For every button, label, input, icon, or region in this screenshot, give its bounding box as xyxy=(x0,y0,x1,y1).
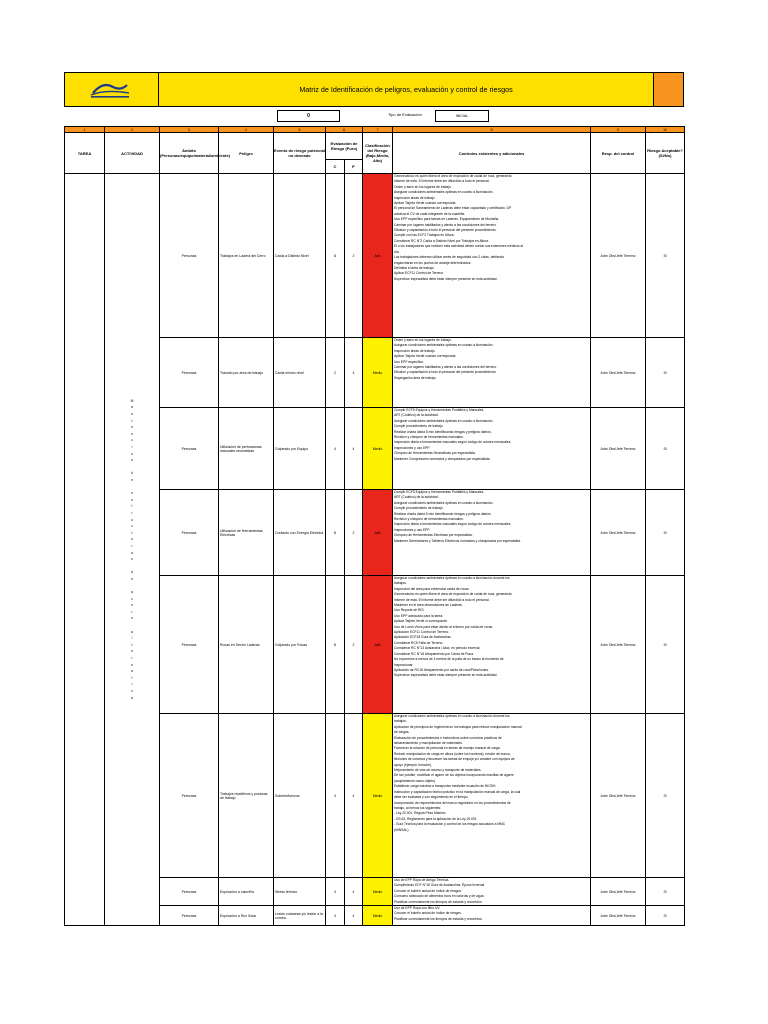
control-line: de cargas. xyxy=(394,730,410,735)
col-num: 6 xyxy=(326,127,363,133)
control-line: Aplicación de RC18 Atrapamiento por caída de roca/Planchones. xyxy=(394,667,489,672)
control-line: trabajo, al menos los siguientes: xyxy=(394,805,442,810)
activity-letter: u xyxy=(131,537,133,542)
controles-cell xyxy=(393,174,591,338)
activity-letter: t xyxy=(131,530,133,535)
activity-letter: ó xyxy=(131,451,133,456)
resp-cell: Adm Obs/Jefe Terreno xyxy=(591,878,646,906)
control-line: Planificar correctamente los tiempos de estadía y recorridos. xyxy=(394,916,483,921)
control-line: Asegurar condiciones ambientales óptimas en cuanto a iluminación. xyxy=(394,418,494,423)
title-bar xyxy=(64,72,684,107)
activity-letter: n xyxy=(131,431,133,436)
ambito-cell: Personas xyxy=(160,490,219,576)
control-line: Planificar correctamente los tiempos de estadía y recorridos. xyxy=(394,899,483,904)
aceptable-cell: Si xyxy=(646,338,685,408)
col-num: 4 xyxy=(219,127,274,133)
header-aceptable: Riesgo Aceptable? (Si/No) xyxy=(646,133,685,174)
activity-letter: e xyxy=(131,477,133,482)
activity-letter: M xyxy=(130,398,134,403)
c-value-cell: 4 xyxy=(326,878,345,906)
control-line: Caminar por lugares habilitados y atento a las condiciones del terreno. xyxy=(394,365,498,370)
control-line: ART (Codelco) de la actividad. xyxy=(394,413,439,418)
actividad-cell xyxy=(105,174,160,926)
control-line: El o los trabajadores que realicen esta actividad deben contar sus exámenes médicos al xyxy=(394,244,524,249)
control-line: trabajos. xyxy=(394,719,407,724)
control-line: inspeccionar. xyxy=(394,662,414,667)
risk-table xyxy=(64,126,685,926)
header-evaluacion: Evaluación de Riesgo (Puro) xyxy=(326,133,363,160)
control-line: ART (Codelco) de la actividad. xyxy=(394,495,439,500)
header-ambito: Ámbito (Personas/equipo/material/ambiente) xyxy=(160,133,219,174)
peligro-cell: Utilización de Herramientas Eléctricas xyxy=(219,490,274,576)
control-line: Inspección áreas de trabajo. xyxy=(394,195,436,200)
c-value-cell: 8 xyxy=(326,174,345,338)
ambito-cell: Personas xyxy=(160,408,219,490)
control-line: Geomecánico es quién libera el área de exposición de caída de roca, generando xyxy=(394,592,512,597)
header-tarea: TAREA xyxy=(65,133,105,174)
activity-letter: l xyxy=(131,636,133,641)
evento-cell: Caída a Distinto Nivel xyxy=(274,174,326,338)
risk-table-body xyxy=(65,174,685,926)
ambito-cell: Personas xyxy=(160,576,219,714)
control-line: engancharse en los puntos de anclaje determinados. xyxy=(394,260,472,265)
c-value-cell: 8 xyxy=(326,490,345,576)
p-value-cell: 4 xyxy=(345,878,363,906)
controles-cell xyxy=(393,906,591,926)
document-title: Matriz de Identificación de peligros, evaluación y control de riesgos xyxy=(159,73,654,106)
resp-cell: Adm Obs/Jefe Terreno xyxy=(591,408,646,490)
eval-type-value: INICIAL xyxy=(435,110,489,122)
p-value-cell: 2 xyxy=(345,490,363,576)
peligro-cell: Tránsito por área de trabajo xyxy=(219,338,274,408)
activity-letter: t xyxy=(131,504,133,509)
orange-corner-box xyxy=(654,73,683,106)
activity-letter: s xyxy=(131,557,133,562)
header-clasificacion: Clasificación del Riesgo (Bajo,Medio, Alto) xyxy=(363,133,393,174)
activity-letter xyxy=(105,464,159,471)
control-line: Orden y aseo en los lugares de trabajo. xyxy=(394,338,452,342)
activity-letter xyxy=(105,484,159,491)
ambito-cell: Personas xyxy=(160,174,219,338)
control-line: Revision y chequeo de herramientas manuales. xyxy=(394,517,464,522)
clasificacion-cell: Alto xyxy=(363,576,393,714)
control-line: Cumplir procedimiento de trabajo. xyxy=(394,506,444,511)
control-line: Difusión y capacitación a todo el personal del presente procedimiento. xyxy=(394,370,497,375)
activity-letter: v xyxy=(131,688,133,693)
control-line: Reducir manipulación de carga en altura (sobre los hombros), torsión de tronco, xyxy=(394,751,511,756)
control-line: (acoplamiento mano-objeto). xyxy=(394,778,436,783)
peligro-cell: Trabajos repetitivos y posturas de trabajo xyxy=(219,714,274,878)
clasificacion-cell: Alto xyxy=(363,490,393,576)
control-line: Chequeo de Herramientas Neumáticas por especialista. xyxy=(394,451,476,456)
c-value-cell: 4 xyxy=(326,714,345,878)
evento-cell: Caída mismo nivel xyxy=(274,338,326,408)
peligro-cell: Rocas en Sector Laderas xyxy=(219,576,274,714)
activity-letter: r xyxy=(131,609,133,614)
activity-letter: t xyxy=(131,675,133,680)
control-line: Inspección diaria a herramientas manuales según código de colores mensuales. xyxy=(394,522,512,527)
clasificacion-cell: Medio xyxy=(363,338,393,408)
header-peligro: Peligro xyxy=(219,133,274,174)
control-line: Considerar RC N°2 Caída a Distinto Nivel por Trabajos en Altura. xyxy=(394,238,489,243)
p-value-cell: 2 xyxy=(345,174,363,338)
control-line: Instrucción y capacitación teórico práctico en la manipulación manual de carga, la cual xyxy=(394,789,521,794)
aceptable-cell: Si xyxy=(646,714,685,878)
p-value-cell: 2 xyxy=(345,576,363,714)
risk-row xyxy=(65,174,685,338)
control-line: De ser posible, modificar el agarre de los objetos incorporando manillas de agarre xyxy=(394,773,514,778)
ambito-cell: Personas xyxy=(160,714,219,878)
control-line: - Ley 20.001, Regula Peso Máximo xyxy=(394,811,446,816)
col-num: 5 xyxy=(274,127,326,133)
control-line: Realizar charla diaria 5 min identificando riesgos y peligros diarios. xyxy=(394,429,492,434)
evento-cell: Golpeado por Equipo xyxy=(274,408,326,490)
controles-cell xyxy=(393,408,591,490)
control-line: El personal de Saneamiento de Laderas debe estar capacitado y certificado. GP xyxy=(394,206,512,211)
control-line: Inspección del área para evidenciar caída de rocas. xyxy=(394,586,470,591)
col-num: 7 xyxy=(363,127,393,133)
col-num: 1 xyxy=(65,127,105,133)
activity-letter: e xyxy=(131,576,133,581)
control-line: Mantener Compresores normados y chequeados por especialista. xyxy=(394,456,491,461)
p-value-cell: 4 xyxy=(345,408,363,490)
clasificacion-cell: Medio xyxy=(363,408,393,490)
control-line: Conocer el boletín actual de índice de riesgos. xyxy=(394,911,462,916)
control-line: Realizar charla diaria 5 min identificando riesgos y peligros diarios. xyxy=(394,511,492,516)
aceptable-cell: Si xyxy=(646,576,685,714)
control-line: Elaboración de procedimientos e instructivos sobre correctos prácticos de xyxy=(394,735,502,740)
control-line: Delimitar el área de trabajo. xyxy=(394,265,435,270)
aceptable-cell: Si xyxy=(646,408,685,490)
control-line: Uso EPP específico. xyxy=(394,359,425,364)
control-line: Cumplir ECF5 Equipos y Herramientas Portátiles y Manuales. xyxy=(394,490,485,494)
control-line: Conocer el boletín actual de índice de riesgos. xyxy=(394,888,462,893)
control-line: Geomecánico es quién libera el área de exposición de caída de roca, generando xyxy=(394,174,512,178)
control-line: debe ser evaluada y con seguimiento en el tiempo. xyxy=(394,795,469,800)
control-line: Uso EPP adecuado para la tarea. xyxy=(394,613,444,618)
control-line: Favorecer la rotación de personal en tareas de manejo manual de carga. xyxy=(394,746,501,751)
evento-cell: Contacto con Energía Eléctrica xyxy=(274,490,326,576)
activity-letter: a xyxy=(131,550,133,555)
aceptable-cell: Si xyxy=(646,174,685,338)
activity-letter: r xyxy=(131,510,133,515)
controles-cell xyxy=(393,878,591,906)
control-line: Aplicar ECF11 Control de Terreno xyxy=(394,271,444,276)
p-value-cell: 4 xyxy=(345,338,363,408)
control-line: trabajos. xyxy=(394,581,407,586)
activity-letter: a xyxy=(131,405,133,410)
resp-cell: Adm Obs/Jefe Terreno xyxy=(591,490,646,576)
control-line: Caminar por lugares habilitados y atento a las condiciones del terreno. xyxy=(394,222,498,227)
c-value-cell: 2 xyxy=(326,338,345,408)
control-line: Aplicar Tarjeta Verde cuando corresponda. xyxy=(394,354,457,359)
peligro-cell: Exposición a Rux Solar xyxy=(219,906,274,926)
resp-cell: Adm Obs/Jefe Terreno xyxy=(591,906,646,926)
peligro-cell: Utilización de perforadoras manuales neumáticas xyxy=(219,408,274,490)
header-p: P xyxy=(345,160,363,174)
activity-letter: i xyxy=(131,682,133,687)
control-line: informe de esta. El informe debe ser difundido a todo el personal. xyxy=(394,597,490,602)
control-line: Segregación área de trabajo. xyxy=(394,375,437,380)
control-line: Revision y chequeo de herramientas manuales. xyxy=(394,435,464,440)
header-actividad: ACTIVIDAD xyxy=(105,133,160,174)
control-line: Cumplimiento ECF N°18 Guía de Avalanchas. Época Invernal xyxy=(394,883,485,888)
activity-letter: s xyxy=(131,497,133,502)
control-line: flexiones de columna y favorecer las tareas de empuje y/o arrastre con equipos de xyxy=(394,757,515,762)
ambito-cell: Personas xyxy=(160,878,219,906)
clasificacion-cell: Alto xyxy=(363,174,393,338)
activity-letter: r xyxy=(131,543,133,548)
control-line: Mantener en el área observadores de Laderas. xyxy=(394,603,463,608)
company-logo xyxy=(65,73,159,106)
control-line: Cumplir con las ECF2 Trabajos en Altura. xyxy=(394,233,455,238)
eval-type-label: Tipo de Evaluación xyxy=(388,112,422,117)
resp-cell: Adm Obs/Jefe Terreno xyxy=(591,174,646,338)
col-num: 8 xyxy=(393,127,591,133)
control-line: Aplicación de principios de Ingeniería en los trabajos para reducir manipulación manual xyxy=(394,724,522,729)
control-line: Aplicar Tarjeta Verde si corresponde. xyxy=(394,619,448,624)
control-line: - Guía Técnica para la evaluación y control de los riesgos asociados a MMC xyxy=(394,822,506,827)
control-line: Inspecciones y uso EPP. xyxy=(394,527,431,532)
evento-cell: Sobreesfuerzos xyxy=(274,714,326,878)
resp-cell: Adm Obs/Jefe Terreno xyxy=(591,338,646,408)
controles-cell xyxy=(393,490,591,576)
control-line: (MINSAL). xyxy=(394,827,410,832)
col-num: 3 xyxy=(160,127,219,133)
control-line: Los trabajadores deberán utilizar arnés de seguridad con 2 colas, debiendo xyxy=(394,255,505,260)
header-resp: Resp. del control xyxy=(591,133,646,174)
activity-letter: n xyxy=(131,412,133,417)
control-line: Chequeo de Herramientas Eléctricas por especialista. xyxy=(394,533,473,538)
evento-cell: Golpeado por Rocas xyxy=(274,576,326,714)
control-line: Uso de EPP Ropa con filtro UV. xyxy=(394,906,441,911)
clasificacion-cell: Medio xyxy=(363,714,393,878)
evento-cell: Lesión cutaneas y/o lesión a la cornea. xyxy=(274,906,326,926)
activity-letter xyxy=(105,582,159,589)
c-value-cell: 8 xyxy=(326,576,345,714)
aceptable-cell: Si xyxy=(646,490,685,576)
control-line: Mejoramiento de vías de acceso y transporte de materiales. xyxy=(394,768,482,773)
control-line: Incorporación de requerimientos del marco regulatorio en los procedimientos de xyxy=(394,800,511,805)
control-line: Asegurar condiciones ambientales óptimas en cuanto a iluminación durante los xyxy=(394,714,510,718)
control-line: Difusión y capacitación a todo el personal del presente procedimiento. xyxy=(394,228,497,233)
control-line: Considerar RC5 Falla de Terreno. xyxy=(394,640,444,645)
header-controles: Controles existentes y adicionales xyxy=(393,133,591,174)
activity-letter xyxy=(105,622,159,629)
activity-letter: t xyxy=(131,642,133,647)
tarea-cell xyxy=(65,174,105,926)
c-value-cell: 4 xyxy=(326,408,345,490)
activity-letter: e xyxy=(131,649,133,654)
activity-letter: o xyxy=(131,616,133,621)
ambito-cell: Personas xyxy=(160,906,219,926)
col-num: 2 xyxy=(105,127,160,133)
activity-letter: c xyxy=(131,524,133,529)
aceptable-cell: Si xyxy=(646,878,685,906)
control-line: día. xyxy=(394,249,400,254)
control-line: Cumplir ECF5 Equipos y Herramientas Portátiles y Manuales. xyxy=(394,408,485,412)
aceptable-cell: Si xyxy=(646,906,685,926)
activity-letter: a xyxy=(131,629,133,634)
activity-letter: e xyxy=(131,603,133,608)
clasificacion-cell: Medio xyxy=(363,906,393,926)
control-line: Inspecciones y uso EPP. xyxy=(394,445,431,450)
activity-letter: t xyxy=(131,418,133,423)
control-line: Aplicación ECF11 Control de Terreno. xyxy=(394,630,450,635)
header-c: C xyxy=(326,160,345,174)
control-line: Uso Reporte de RIS. xyxy=(394,608,425,613)
control-line: - DS.63, Reglamento para la aplicación de la Ley 20.001 xyxy=(394,816,477,821)
control-line: Orden y aseo en los lugares de trabajo. xyxy=(394,184,452,189)
activity-letter: c xyxy=(131,596,133,601)
clasificacion-cell: Medio xyxy=(363,878,393,906)
p-value-cell: 4 xyxy=(345,906,363,926)
control-line: informe de esta. El informe debe ser difundido a todo el personal. xyxy=(394,179,490,184)
activity-letter: e xyxy=(131,425,133,430)
control-line: Mantener Generadores y Tableros Eléctricos normados y chequeados por especialista. xyxy=(394,538,521,543)
control-line: apoyo (ejemplo: huinche). xyxy=(394,762,432,767)
peligro-cell: Exposición a calor/frio xyxy=(219,878,274,906)
control-line: Inspección áreas de trabajo. xyxy=(394,348,436,353)
control-line: Consumo adecuado de alimentos ricos en calorías y de agua. xyxy=(394,894,485,899)
document-number: 0 xyxy=(277,110,340,122)
activity-letter: c xyxy=(131,438,133,443)
header-evento: Evento de riesgo potencial no deseado xyxy=(274,133,326,174)
control-line: Uso de Loros Vivos para estar atento al entorno por caída de rocas. xyxy=(394,624,494,629)
control-line: Uso EPP especifico para tareas en Laderas. Equipamiento de Montaña. xyxy=(394,217,500,222)
control-line: Uso de EPP Ropa de Abrigo Térmica. xyxy=(394,878,450,882)
activity-letter: d xyxy=(131,570,133,575)
control-line: Aplicar Tarjeta Verde cuando corresponda. xyxy=(394,201,457,206)
control-line: Cumplir procedimiento de trabajo. xyxy=(394,424,444,429)
ambito-cell: Personas xyxy=(160,338,219,408)
control-line: Establecer carga máxima a transportar mediante ecuación de NIOSH. xyxy=(394,784,497,789)
control-line: autoriza el CV de cada integrante de la cuadrilla. xyxy=(394,211,466,216)
controles-cell xyxy=(393,338,591,408)
activity-letter: n xyxy=(131,458,133,463)
activity-letter: a xyxy=(131,695,133,700)
activity-letter xyxy=(105,563,159,570)
control-line: Asegurar condiciones ambientales óptimas en cuanto a iluminación durante los xyxy=(394,576,510,580)
activity-letter: i xyxy=(131,445,133,450)
controles-cell xyxy=(393,576,591,714)
c-value-cell: 4 xyxy=(326,906,345,926)
control-line: Supervisor especialista debe estar siempre presente en esta actividad. xyxy=(394,276,498,281)
control-line: Considerar RC N°13 Avalancha / Alud, en período invernal. xyxy=(394,646,481,651)
col-num: 10 xyxy=(646,127,685,133)
control-line: Inspección diaria a herramientas manuales según código de colores mensuales. xyxy=(394,440,512,445)
activity-letter: u xyxy=(131,517,133,522)
activity-letter: a xyxy=(131,590,133,595)
controles-cell xyxy=(393,714,591,878)
activity-letter: n xyxy=(131,662,133,667)
col-num: 9 xyxy=(591,127,646,133)
control-line: almacenamiento y manipulación de materiales. xyxy=(394,741,463,746)
control-line: Asegurar condiciones ambientales óptimas en cuanto a iluminación. xyxy=(394,500,494,505)
control-line: No exponerse a menos de 4 metros de la pata de un banco al momento de xyxy=(394,657,504,662)
control-line: Considerar RC N°18 Atrapamiento por Caída de Roca. xyxy=(394,651,474,656)
control-line: Aplicación ECF18 Guía de Avalanchas. xyxy=(394,635,452,640)
resp-cell: Adm Obs/Jefe Terreno xyxy=(591,576,646,714)
peligro-cell: Trabajos en Ladera del Cerro xyxy=(219,174,274,338)
activity-letter: e xyxy=(131,491,133,496)
evento-cell: Stress térmico xyxy=(274,878,326,906)
activity-letter: d xyxy=(131,471,133,476)
p-value-cell: 4 xyxy=(345,714,363,878)
activity-letter: a xyxy=(131,669,133,674)
control-line: Asegurar condiciones ambientales óptimas en cuanto a iluminación. xyxy=(394,190,494,195)
header-row xyxy=(65,133,685,160)
activity-letter: r xyxy=(131,656,133,661)
control-line: Asegurar condiciones ambientales óptimas en cuanto a iluminación. xyxy=(394,343,494,348)
risk-matrix-sheet xyxy=(64,72,684,921)
resp-cell: Adm Obs/Jefe Terreno xyxy=(591,714,646,878)
control-line: Supervisor especialista debe estar siempre presente en esta actividad. xyxy=(394,673,498,678)
